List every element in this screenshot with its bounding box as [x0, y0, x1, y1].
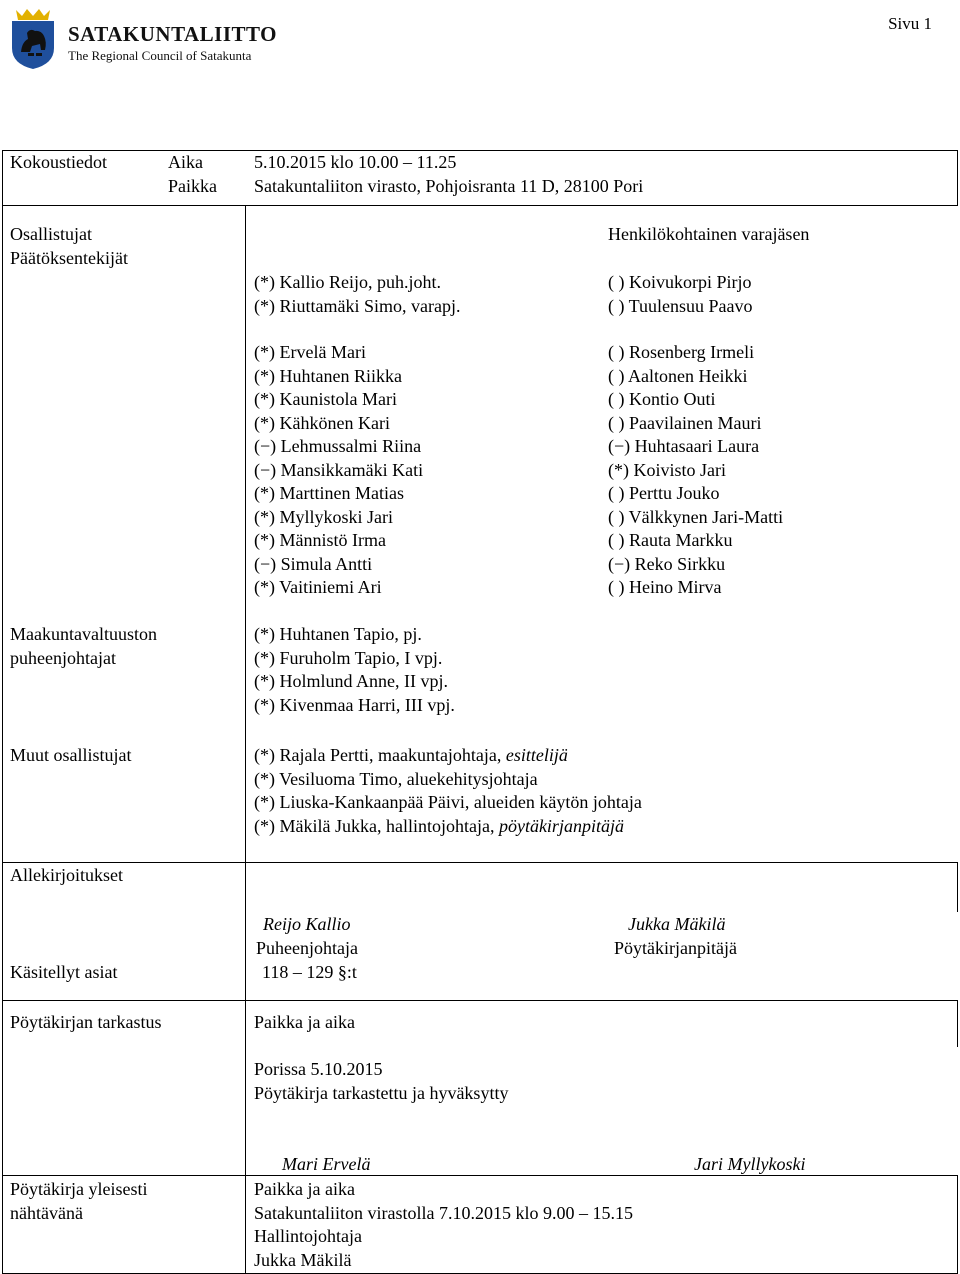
list-item: (*) Mäkilä Jukka, hallintojohtaja, pöytäkirjanpitäjä — [254, 815, 624, 836]
list-item: (*) Kallio Reijo, puh.joht. — [254, 272, 441, 292]
member-list — [254, 341, 423, 600]
handled-items-label: Käsitellyt asiat — [10, 962, 118, 982]
org-logo — [8, 6, 277, 72]
other-participants-list — [254, 744, 642, 838]
list-item: (*) Vesiluoma Timo, aluekehitysjohtaja — [254, 768, 538, 789]
list-item: (−) Simula Antti — [254, 553, 373, 574]
list-item: (*) Myllykoski Jari — [254, 506, 393, 527]
list-item: ( ) Tuulensuu Paavo — [608, 295, 753, 316]
meeting-section-label: Kokoustiedot — [10, 152, 107, 172]
list-item: ( ) Rosenberg Irmeli — [608, 342, 755, 362]
list-item: ( ) Perttu Jouko — [608, 483, 720, 503]
list-item: ( ) Välkkynen Jari-Matti — [608, 506, 784, 527]
list-item: (−) Lehmussalmi Riina — [254, 436, 422, 456]
list-item: (*) Ervelä Mari — [254, 342, 366, 362]
decision-makers-label: Päätöksentekijät — [10, 248, 128, 268]
list-item: (*) Riuttamäki Simo, varapj. — [254, 295, 461, 316]
review-label: Pöytäkirjan tarkastus — [10, 1012, 162, 1032]
participants-label: Osallistujat — [10, 224, 92, 244]
list-item: (*) Männistö Irma — [254, 530, 386, 550]
member-deputy-list — [608, 341, 783, 600]
meeting-time: 5.10.2015 klo 10.00 – 11.25 — [254, 152, 457, 172]
org-subtitle: The Regional Council of Satakunta — [68, 48, 252, 63]
public-signer-name: Jukka Mäkilä — [254, 1249, 352, 1270]
list-item: (−) Huhtasaari Laura — [608, 436, 760, 456]
list-item: (*) Kivenmaa Harri, III vpj. — [254, 694, 455, 715]
signature-secretary-name: Jukka Mäkilä — [628, 914, 726, 934]
list-item: ( ) Kontio Outi — [608, 389, 716, 409]
list-item: (*) Kähkönen Kari — [254, 412, 390, 433]
list-item: (*) Marttinen Matias — [254, 483, 404, 503]
council-chairs-list — [254, 623, 455, 717]
other-participants-label: Muut osallistujat — [10, 745, 132, 765]
list-item: ( ) Aaltonen Heikki — [608, 365, 748, 386]
list-item: ( ) Koivukorpi Pirjo — [608, 272, 752, 292]
chair-deputy-list — [608, 271, 753, 318]
list-item: (−) Mansikkamäki Kati — [254, 459, 424, 480]
council-chairs-label: Maakuntavaltuuston puheenjohtajat — [10, 624, 157, 668]
public-display-details — [254, 1178, 633, 1272]
handled-items-value: 118 – 129 §:t — [262, 962, 357, 982]
list-item: (*) Huhtanen Tapio, pj. — [254, 624, 422, 644]
signature-chair-name: Reijo Kallio — [263, 914, 351, 934]
meeting-place: Satakuntaliiton virasto, Pohjoisranta 11 D, 28100 Pori — [254, 176, 644, 196]
list-item: (*) Holmlund Anne, II vpj. — [254, 671, 448, 691]
list-item: (−) Reko Sirkku — [608, 553, 726, 574]
reviewer-2-signature: Jari Myllykoski — [694, 1154, 806, 1174]
signature-secretary-role: Pöytäkirjanpitäjä — [614, 938, 737, 958]
list-item: (*) Vaitiniemi Ari — [254, 577, 382, 597]
list-item: ( ) Heino Mirva — [608, 577, 722, 597]
coat-of-arms-icon — [8, 6, 58, 70]
review-place-time-value: Porissa 5.10.2015 — [254, 1059, 383, 1079]
deputy-header: Henkilökohtainen varajäsen — [608, 224, 810, 244]
time-label: Aika — [168, 152, 203, 172]
chair-list — [254, 271, 460, 318]
review-place-time-label: Paikka ja aika — [254, 1012, 355, 1032]
list-item: ( ) Rauta Markku — [608, 530, 733, 550]
place-label: Paikka — [168, 176, 217, 196]
public-place-time-label: Paikka ja aika — [254, 1179, 355, 1199]
public-place-time-value: Satakuntaliiton virastolla 7.10.2015 klo 9.00 – 15.15 — [254, 1202, 633, 1223]
signatures-label: Allekirjoitukset — [10, 865, 123, 885]
list-item: ( ) Paavilainen Mauri — [608, 412, 762, 433]
public-display-label: Pöytäkirja yleisesti nähtävänä — [10, 1179, 148, 1223]
org-name: SATAKUNTALIITTO — [68, 22, 277, 46]
list-item: (*) Kaunistola Mari — [254, 389, 397, 409]
public-signer-role: Hallintojohtaja — [254, 1226, 362, 1246]
page-number: Sivu 1 — [888, 14, 932, 33]
reviewer-1-signature: Mari Ervelä — [282, 1154, 371, 1174]
list-item: (*) Huhtanen Riikka — [254, 365, 402, 386]
list-item: (*) Rajala Pertti, maakuntajohtaja, esittelijä — [254, 745, 568, 765]
list-item: (*) Liuska-Kankaanpää Päivi, alueiden käytön johtaja — [254, 792, 642, 812]
review-statement: Pöytäkirja tarkastettu ja hyväksytty — [254, 1083, 509, 1103]
signature-chair-role: Puheenjohtaja — [256, 938, 358, 958]
list-item: (*) Furuholm Tapio, I vpj. — [254, 647, 443, 668]
list-item: (*) Koivisto Jari — [608, 459, 726, 480]
